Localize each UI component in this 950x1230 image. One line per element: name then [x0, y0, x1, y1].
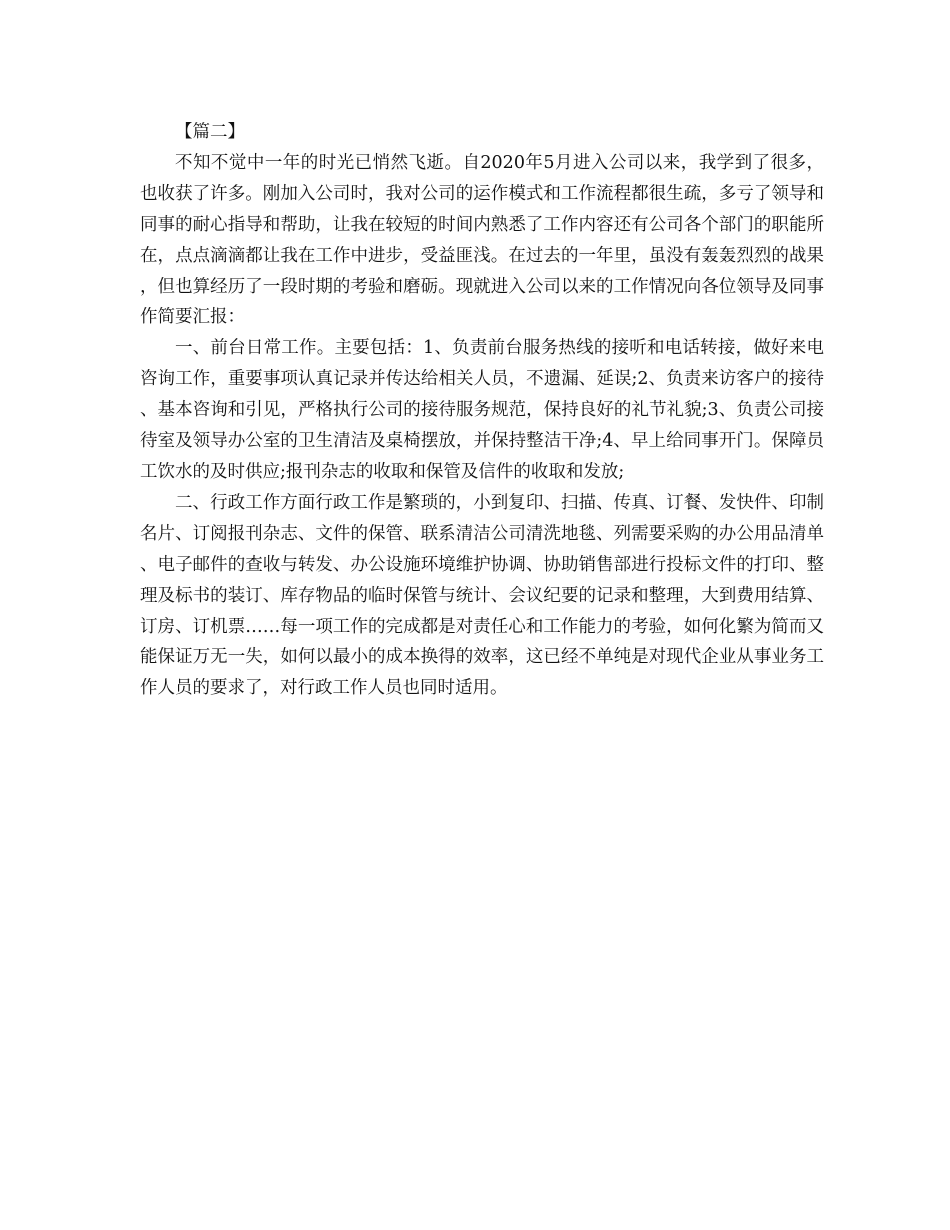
intro-paragraph: 不知不觉中一年的时光已悄然飞逝。自2020年5月进入公司以来，我学到了很多，也收获了许多。刚加入公司时，我对公司的运作模式和工作流程都很生疏，多亏了领导和同事的耐心指导和帮助，让我在较短的时间内熟悉了工作内容还有公司各个部门的职能所在，点点滴滴都让我在工作中进步，受益匪浅。在过去的一年里，虽没有轰轰烈烈的战果，但也算经历了一段时期的考验和磨砺。现就进入公司以来的工作情况向各位领导及同事作简要汇报： [140, 152, 824, 328]
front-desk-paragraph: 一、前台日常工作。主要包括：1、负责前台服务热线的接听和电话转接，做好来电咨询工作，重要事项认真记录并传达给相关人员，不遗漏、延误;2、负责来访客户的接待、基本咨询和引见，严格执行公司的接待服务规范，保持良好的礼节礼貌;3、负责公司接待室及领导办公室的卫生清洁及桌椅摆放，并保持整洁干净;4、早上给同事开门。保障员工饮水的及时供应;报刊杂志的收取和保管及信件的收取和发放; [140, 338, 824, 482]
admin-work-paragraph: 二、行政工作方面行政工作是繁琐的，小到复印、扫描、传真、订餐、发快件、印制名片、订阅报刊杂志、文件的保管、联系清洁公司清洗地毯、列需要采购的办公用品清单、电子邮件的查收与转发、办公设施环境维护协调、协助销售部进行投标文件的打印、整理及标书的装订、库存物品的临时保管与统计、会议纪要的记录和整理，大到费用结算、订房、订机票……每一项工作的完成都是对责任心和工作能力的考验，如何化繁为简而又能保证万无一失，如何以最小的成本换得的效率，这已经不单纯是对现代企业从事业务工作人员的要求了，对行政工作人员也同时适用。 [140, 492, 824, 699]
document-body [140, 117, 824, 704]
section-heading: 【篇二】 [175, 122, 245, 142]
